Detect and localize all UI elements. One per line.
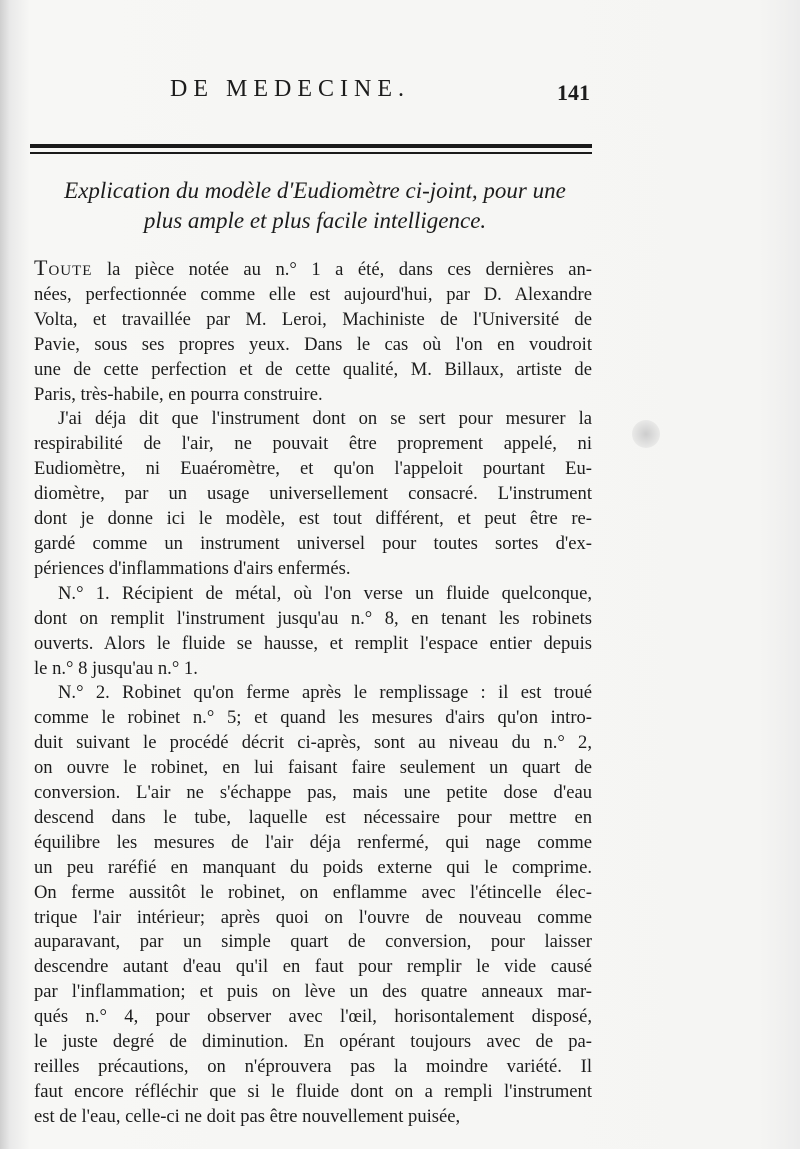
text-line — [34, 632, 592, 657]
page-header — [30, 72, 590, 108]
line-text: Eudiomètre, ni Euaéromètre, et qu'on l'appeloit pourtant Eu- — [34, 458, 592, 480]
text-line — [34, 831, 592, 856]
text-line — [34, 1105, 592, 1130]
line-text: duit suivant le procédé décrit ci-après, sont au niveau du n.° 2, — [34, 732, 592, 754]
text-line — [34, 1005, 592, 1030]
text-line — [34, 532, 592, 557]
text-line — [34, 856, 592, 881]
line-text: dont on remplit l'instrument jusqu'au n.° 8, en tenant les robinets — [34, 607, 592, 629]
line-text: Pavie, sous ses propres yeux. Dans le cas où l'on en voudroit — [34, 333, 592, 355]
line-text: respirabilité de l'air, ne pouvait être proprement appelé, ni — [34, 433, 592, 455]
body-text — [34, 256, 592, 1130]
text-line — [34, 358, 592, 383]
running-title: DE MEDECINE. — [170, 76, 410, 102]
text-line — [34, 980, 592, 1005]
text-line — [34, 256, 592, 283]
text-line — [34, 582, 592, 607]
line-text: par l'inflammation; et puis on lève un des quatre anneaux mar- — [34, 981, 592, 1003]
line-text: nées, perfectionnée comme elle est aujourd'hui, par D. Alexandre — [34, 283, 592, 305]
text-line — [34, 657, 592, 682]
text-line — [34, 482, 592, 507]
line-text: ouverts. Alors le fluide se hausse, et remplit l'espace entier depuis — [34, 632, 592, 654]
line-text: une de cette perfection et de cette qualité, M. Billaux, artiste de — [34, 358, 592, 380]
line-text: qués n.° 4, pour observer avec l'œil, horisontalement disposé, — [34, 1006, 592, 1028]
line-text: Volta, et travaillée par M. Leroi, Machiniste de l'Université de — [34, 308, 592, 330]
text-line — [34, 407, 592, 432]
line-text: faut encore réfléchir que si le fluide dont on a rempli l'instrument — [34, 1080, 592, 1102]
line-text: on ouvre le robinet, en lui faisant faire seulement un quart de — [34, 757, 592, 779]
text-line — [34, 507, 592, 532]
line-text: N.° 2. Robinet qu'on ferme après le remplissage : il est troué — [58, 682, 592, 704]
text-line — [34, 457, 592, 482]
text-line — [34, 806, 592, 831]
line-text: diomètre, par un usage universellement consacré. L'instrument — [34, 483, 592, 505]
line-text: J'ai déja dit que l'instrument dont on se sert pour mesurer la — [58, 408, 592, 430]
paper-stain — [632, 420, 660, 448]
section-title-line-1: Explication du modèle d'Eudiomètre ci-joint, pour une — [64, 178, 566, 203]
text-line — [34, 1030, 592, 1055]
line-text: reilles précautions, on n'éprouvera pas la moindre variété. Il — [34, 1056, 592, 1077]
line-text: périences d'inflammations d'airs enfermés. — [34, 557, 351, 579]
lead-word: Toute — [34, 255, 93, 280]
line-text: descendre autant d'eau qu'il en faut pour remplir le vide causé — [34, 956, 592, 978]
text-line — [34, 781, 592, 806]
header-rule-thin — [30, 152, 592, 154]
text-line — [34, 731, 592, 756]
line-text: N.° 1. Récipient de métal, où l'on verse un fluide quelconque, — [58, 582, 592, 604]
line-text: On ferme aussitôt le robinet, on enflamme avec l'étincelle élec- — [34, 881, 592, 903]
text-line — [34, 1080, 592, 1105]
line-text: Paris, très-habile, en pourra construire. — [34, 383, 323, 405]
text-line — [34, 432, 592, 457]
section-title — [40, 176, 590, 236]
text-line — [34, 881, 592, 906]
header-rule-thick — [30, 144, 592, 148]
line-text: descend dans le tube, laquelle est nécessaire pour mettre en — [34, 806, 592, 828]
text-line — [34, 756, 592, 781]
text-line — [34, 906, 592, 931]
line-text: dont je donne ici le modèle, est tout différent, et peut être re- — [34, 508, 592, 530]
text-line — [34, 383, 592, 408]
text-line — [34, 308, 592, 333]
line-text: est de l'eau, celle-ci ne doit pas être nouvellement puisée, — [34, 1105, 461, 1127]
text-line — [34, 681, 592, 706]
text-line — [34, 607, 592, 632]
line-text: auparavant, par un simple quart de conversion, pour laisser — [34, 931, 592, 953]
line-text: un peu raréfié en manquant du poids externe qui le comprime. — [34, 856, 592, 878]
text-line — [34, 283, 592, 308]
text-line — [34, 706, 592, 731]
section-title-line-2: plus ample et plus facile intelligence. — [143, 208, 487, 233]
line-text: équilibre les mesures de l'air déja renfermé, qui nage comme — [34, 831, 592, 853]
line-text: le juste degré de diminution. En opérant toujours avec de pa- — [34, 1031, 592, 1053]
line-text: la pièce notée au n.° 1 a été, dans ces dernières an- — [92, 259, 592, 280]
text-line — [34, 955, 592, 980]
line-text: trique l'air intérieur; après quoi on l'ouvre de nouveau comme — [34, 906, 592, 928]
page-number: 141 — [557, 80, 590, 105]
text-line — [34, 930, 592, 955]
line-text: comme le robinet n.° 5; et quand les mesures d'airs qu'on intro- — [34, 707, 592, 729]
line-text: le n.° 8 jusqu'au n.° 1. — [34, 657, 198, 679]
line-text: conversion. L'air ne s'échappe pas, mais une petite dose d'eau — [34, 782, 592, 804]
line-text: gardé comme un instrument universel pour toutes sortes d'ex- — [34, 532, 592, 554]
text-line — [34, 557, 592, 582]
text-line — [34, 333, 592, 358]
text-line — [34, 1055, 592, 1080]
